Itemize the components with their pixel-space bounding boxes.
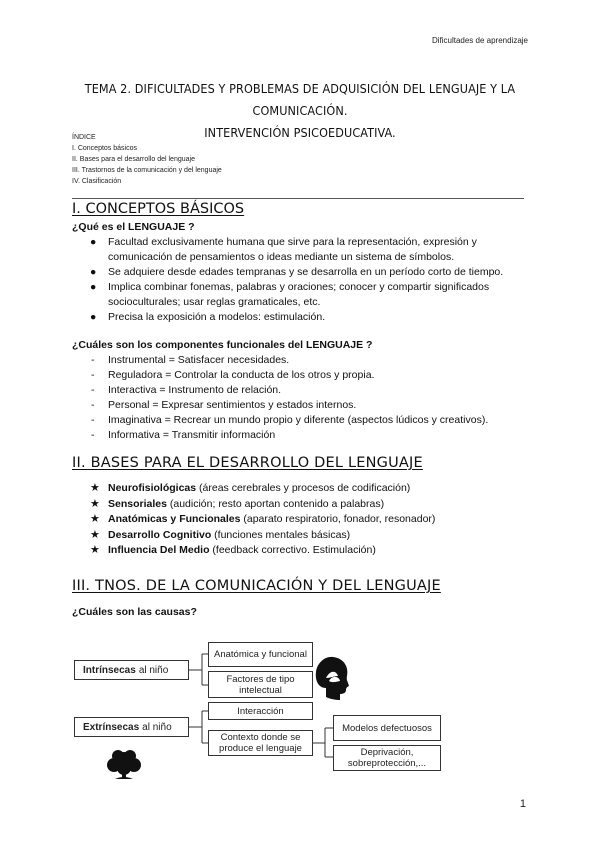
list-item: - Personal = Expresar sentimientos y estados internos.	[91, 399, 357, 411]
interaction-box: Interacción	[208, 702, 313, 720]
toc-item: IV. Clasificación	[72, 178, 122, 185]
deprivation-box: Deprivación, sobreprotección,...	[333, 745, 441, 771]
anatomical-functional-box: Anatómica y funcional	[208, 642, 313, 667]
divider	[72, 198, 524, 199]
toc-item: II. Bases para el desarrollo del lenguaje	[72, 156, 195, 163]
section-2-title: II. BASES PARA EL DESARROLLO DEL LENGUAJE	[72, 455, 423, 471]
list-item: ● Facultad exclusivamente humana que sirve para la representación, expresión y comunicación de pensamientos o ideas mediante un sistema de símbolos.	[90, 236, 477, 263]
tree-icon	[107, 750, 141, 779]
list-item: ★ Desarrollo Cognitivo (funciones mentales básicas)	[86, 528, 435, 544]
components-list	[86, 353, 488, 443]
intellectual-factors-box: Factores de tipo intelectual	[208, 671, 313, 698]
toc-item: I. Conceptos básicos	[72, 145, 137, 152]
list-item: ★ Influencia Del Medio (feedback correctivo. Estimulación)	[86, 543, 435, 559]
list-item: ● Implica combinar fonemas, palabras y oraciones; conocer y compartir significados socioculturales; usar reglas gramaticales, etc.	[90, 281, 490, 308]
list-item: - Imaginativa = Recrear un mundo propio y diferente (aspectos lúdicos y creativos).	[91, 414, 489, 426]
list-item: ● Se adquiere desde edades tempranas y se desarrolla en un período corto de tiempo.	[90, 266, 504, 278]
page-number: 1	[519, 798, 526, 810]
language-definition-list	[86, 235, 536, 325]
section-3-title: III. TNOS. DE LA COMUNICACIÓN Y DEL LENGUAJE	[72, 578, 441, 594]
defective-models-box: Modelos defectuosos	[333, 715, 441, 741]
bullet-icon: ●	[90, 311, 97, 323]
table-of-contents	[72, 132, 222, 187]
star-icon: ★	[90, 528, 100, 541]
bases-list	[86, 481, 435, 559]
list-item: - Interactiva = Instrumento de relación.	[91, 384, 282, 396]
bullet-icon: ●	[90, 281, 97, 293]
list-item: ● Precisa la exposición a modelos: estimulación.	[90, 311, 326, 323]
title-line-1: TEMA 2. DIFICULTADES Y PROBLEMAS DE ADQUISICIÓN DEL LENGUAJE Y LA COMUNICACIÓN.	[84, 81, 516, 118]
question-components: ¿Cuáles son los componentes funcionales del LENGUAJE ?	[72, 339, 373, 351]
star-icon: ★	[90, 482, 100, 494]
context-box: Contexto donde se produce el lenguaje	[208, 730, 313, 756]
star-icon: ★	[90, 513, 100, 525]
bullet-icon: ●	[90, 236, 97, 248]
running-header: Dificultades de aprendizaje	[431, 36, 528, 45]
list-item: ★ Neurofisiológicas (áreas cerebrales y procesos de codificación)	[86, 481, 435, 497]
extrinsic-causes-box: Extrínsecas al niño	[74, 717, 189, 737]
star-icon: ★	[90, 497, 100, 510]
section-1-title: I. CONCEPTOS BÁSICOS	[72, 201, 245, 217]
list-item: ★ Sensoriales (audición; resto aportan contenido a palabras)	[86, 497, 435, 513]
toc-item: III. Trastornos de la comunicación y del lenguaje	[72, 167, 222, 174]
question-what-is-language: ¿Qué es el LENGUAJE ?	[72, 221, 195, 233]
list-item: - Instrumental = Satisfacer necesidades.	[91, 354, 290, 366]
list-item: ★ Anatómicas y Funcionales (aparato respiratorio, fonador, resonador)	[86, 512, 435, 528]
intrinsic-causes-box: Intrínsecas al niño	[74, 660, 189, 680]
list-item: - Informativa = Transmitir información	[91, 429, 276, 441]
star-icon: ★	[90, 544, 100, 556]
title-line-2: INTERVENCIÓN PSICOEDUCATIVA.	[204, 125, 396, 140]
question-causes: ¿Cuáles son las causas?	[72, 606, 197, 618]
head-profile-icon	[316, 657, 349, 700]
toc-heading: ÍNDICE	[72, 134, 96, 141]
list-item: - Reguladora = Controlar la conducta de los otros y propia.	[91, 369, 375, 381]
bullet-icon: ●	[90, 266, 97, 278]
